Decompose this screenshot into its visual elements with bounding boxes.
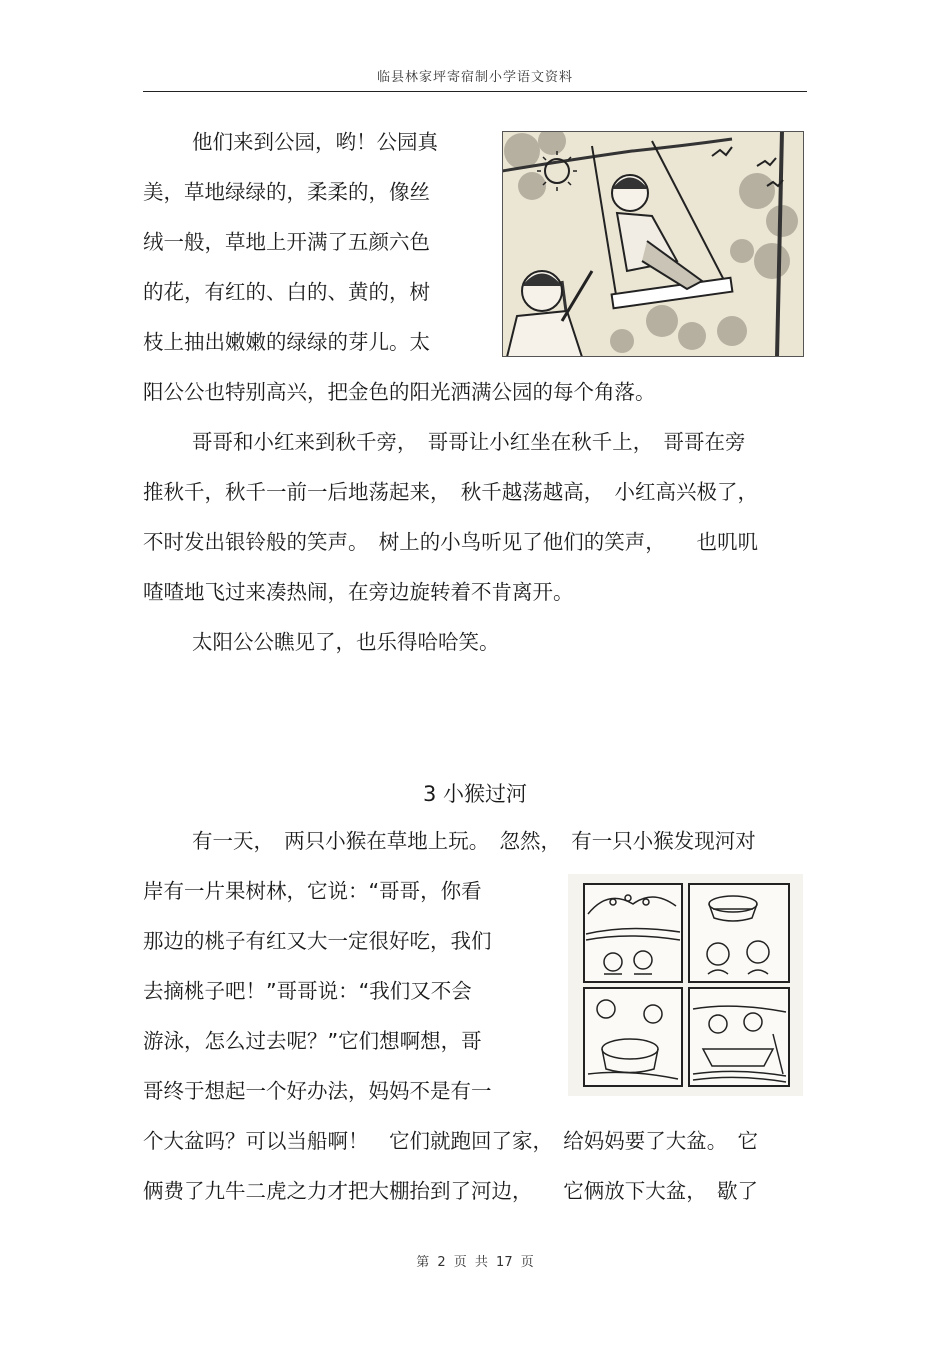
- lesson-title: 3 小猴过河: [422, 782, 528, 806]
- monkeys-comic-illustration: [568, 874, 803, 1096]
- story1-line-6: 阳公公也特别高兴，把金色的阳光洒满公园的每个角落。: [143, 380, 656, 404]
- story1-line-2: 美，草地绿绿的，柔柔的，像丝: [143, 180, 430, 204]
- header-rule: [143, 91, 807, 92]
- story2-line-3: 那边的桃子有红又大一定很好吃，我们: [143, 929, 492, 953]
- story2-line-6: 哥终于想起一个好办法，妈妈不是有一: [143, 1079, 492, 1103]
- story2-line-7: 个大盆吗？可以当船啊！ 它们就跑回了家， 给妈妈要了大盆。 它: [143, 1129, 758, 1153]
- story2-line-4: 去摘桃子吧！”哥哥说：“我们又不会: [143, 979, 472, 1003]
- story1-line-1: 他们来到公园，哟！公园真: [192, 130, 438, 154]
- page-header: 临县林家坪寄宿制小学语文资料: [376, 70, 573, 85]
- swing-illustration: [502, 131, 804, 357]
- story2-line-5: 游泳，怎么过去呢？”它们想啊想，哥: [143, 1029, 482, 1053]
- story1-line-3: 绒一般，草地上开满了五颜六色: [143, 230, 430, 254]
- story1-line-10: 喳喳地飞过来凑热闹，在旁边旋转着不肯离开。: [143, 580, 574, 604]
- story2-line-2: 岸有一片果树林，它说：“哥哥，你看: [143, 879, 482, 903]
- story2-line-8: 俩费了九牛二虎之力才把大棚抬到了河边， 它俩放下大盆， 歇了: [143, 1179, 758, 1203]
- story2-line-1: 有一天， 两只小猴在草地上玩。 忽然， 有一只小猴发现河对: [192, 829, 756, 853]
- story1-line-4: 的花，有红的、白的、黄的，树: [143, 280, 430, 304]
- story1-line-9: 不时发出银铃般的笑声。 树上的小鸟听见了他们的笑声， 也叽叽: [143, 530, 758, 554]
- story1-line-5: 枝上抽出嫩嫩的绿绿的芽儿。太: [143, 330, 430, 354]
- story1-line-7: 哥哥和小红来到秋千旁， 哥哥让小红坐在秋千上， 哥哥在旁: [192, 430, 746, 454]
- story1-line-11: 太阳公公瞧见了，也乐得哈哈笑。: [192, 630, 500, 654]
- story1-line-8: 推秋千，秋千一前一后地荡起来， 秋千越荡越高， 小红高兴极了，: [143, 480, 758, 504]
- page-footer: 第 2 页 共 17 页: [416, 1255, 534, 1270]
